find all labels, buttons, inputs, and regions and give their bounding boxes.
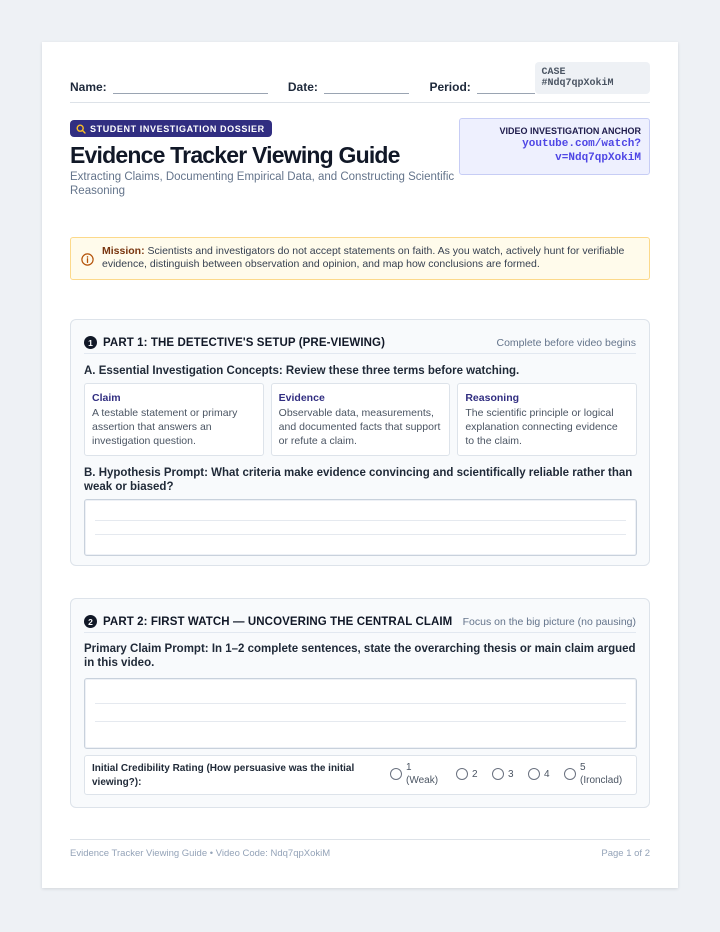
video-url-line1[interactable]: youtube.com/watch? bbox=[522, 138, 641, 150]
rating-caption: (Weak) bbox=[406, 775, 439, 786]
radio-button[interactable] bbox=[390, 768, 402, 780]
part2-title: PART 2: FIRST WATCH — UNCOVERING THE CENTRAL CLAIM bbox=[103, 615, 453, 628]
student-info-row bbox=[70, 67, 650, 94]
part2-card bbox=[70, 598, 650, 808]
term-definition: A testable statement or primary assertion that answers an investigation question. bbox=[92, 407, 238, 447]
term-definition: The scientific principle or logical explanation connecting evidence to the claim. bbox=[465, 407, 618, 447]
page-title: Evidence Tracker Viewing Guide bbox=[70, 142, 400, 168]
rating-value: 5 bbox=[580, 762, 586, 773]
claim-answer-box[interactable] bbox=[84, 678, 637, 749]
name-field[interactable] bbox=[113, 80, 268, 94]
concept-terms bbox=[84, 383, 637, 456]
writing-line bbox=[95, 703, 626, 704]
name-label: Name: bbox=[70, 80, 107, 94]
writing-line bbox=[95, 520, 626, 521]
term-card-claim bbox=[84, 383, 264, 456]
rating-option-2[interactable] bbox=[456, 761, 478, 781]
term-name: Evidence bbox=[278, 392, 325, 404]
rating-label: Initial Credibility Rating (How persuasive was the initial viewing?): bbox=[92, 763, 355, 788]
term-card-evidence bbox=[271, 383, 451, 456]
writing-line bbox=[95, 721, 626, 722]
footer-divider bbox=[70, 839, 650, 840]
page-footer bbox=[70, 848, 650, 859]
page-number: Page 1 of 2 bbox=[601, 848, 650, 859]
part1-number: 1 bbox=[84, 336, 97, 349]
radio-button[interactable] bbox=[528, 768, 540, 780]
term-name: Claim bbox=[92, 392, 121, 404]
page-subtitle: Extracting Claims, Documenting Empirical Data, and Constructing Scientific Reasoning bbox=[70, 171, 455, 197]
case-tag: CASE #Ndq7qpXokiM bbox=[535, 62, 651, 94]
rating-value: 4 bbox=[544, 769, 550, 780]
rating-value: 1 bbox=[406, 762, 412, 773]
date-field[interactable] bbox=[324, 80, 410, 94]
part2-number: 2 bbox=[84, 615, 97, 628]
term-definition: Observable data, measurements, and documented facts that support or refute a claim. bbox=[278, 407, 441, 447]
video-anchor-box bbox=[459, 118, 650, 175]
info-icon bbox=[81, 253, 94, 266]
period-field[interactable] bbox=[477, 80, 535, 94]
radio-button[interactable] bbox=[456, 768, 468, 780]
worksheet-page bbox=[42, 42, 678, 888]
rating-caption: (Ironclad) bbox=[580, 775, 623, 786]
video-url-line2[interactable]: v=Ndq7qpXokiM bbox=[555, 151, 641, 164]
part1-note: Complete before video begins bbox=[496, 336, 636, 349]
anchor-label: VIDEO INVESTIGATION ANCHOR bbox=[499, 126, 641, 136]
concepts-prompt: A. Essential Investigation Concepts: Review these three terms before watching. bbox=[84, 365, 520, 377]
date-label: Date: bbox=[287, 80, 318, 94]
writing-line bbox=[95, 534, 626, 535]
rating-value: 2 bbox=[472, 769, 478, 780]
mission-text: Scientists and investigators do not accept statements on faith. As you watch, actively hunt for verifiable evidence, distinguish between observation and opinion, and map how conclusions are formed. bbox=[102, 245, 625, 270]
hypothesis-answer-box[interactable] bbox=[84, 499, 637, 556]
radio-button[interactable] bbox=[492, 768, 504, 780]
dossier-badge bbox=[70, 120, 272, 137]
part2-header bbox=[84, 611, 636, 633]
part1-header bbox=[84, 332, 636, 354]
rating-option-1[interactable] bbox=[390, 761, 438, 787]
part1-card bbox=[70, 319, 650, 566]
term-name: Reasoning bbox=[465, 392, 520, 404]
mission-label: Mission: bbox=[102, 245, 145, 257]
part2-note: Focus on the big picture (no pausing) bbox=[462, 615, 636, 628]
term-card-reasoning bbox=[457, 383, 637, 456]
credibility-rating bbox=[84, 755, 637, 795]
hypothesis-prompt: B. Hypothesis Prompt: What criteria make evidence convincing and scientifically reliable rather than weak or biased? bbox=[84, 467, 633, 493]
part1-title: PART 1: THE DETECTIVE'S SETUP (PRE-VIEWING) bbox=[103, 336, 385, 349]
rating-value: 3 bbox=[508, 769, 514, 780]
period-label: Period: bbox=[429, 80, 471, 94]
rating-option-4[interactable] bbox=[528, 761, 550, 781]
footer-left: Evidence Tracker Viewing Guide • Video Code: Ndq7qpXokiM bbox=[70, 848, 331, 859]
search-icon bbox=[76, 124, 86, 134]
rating-option-3[interactable] bbox=[492, 761, 514, 781]
badge-label: STUDENT INVESTIGATION DOSSIER bbox=[90, 123, 265, 134]
rating-option-5[interactable] bbox=[564, 761, 622, 787]
mission-callout bbox=[70, 237, 650, 280]
radio-button[interactable] bbox=[564, 768, 576, 780]
header-divider bbox=[70, 102, 650, 103]
claim-prompt: Primary Claim Prompt: In 1–2 complete sentences, state the overarching thesis or main claim argued in this video. bbox=[84, 643, 636, 669]
